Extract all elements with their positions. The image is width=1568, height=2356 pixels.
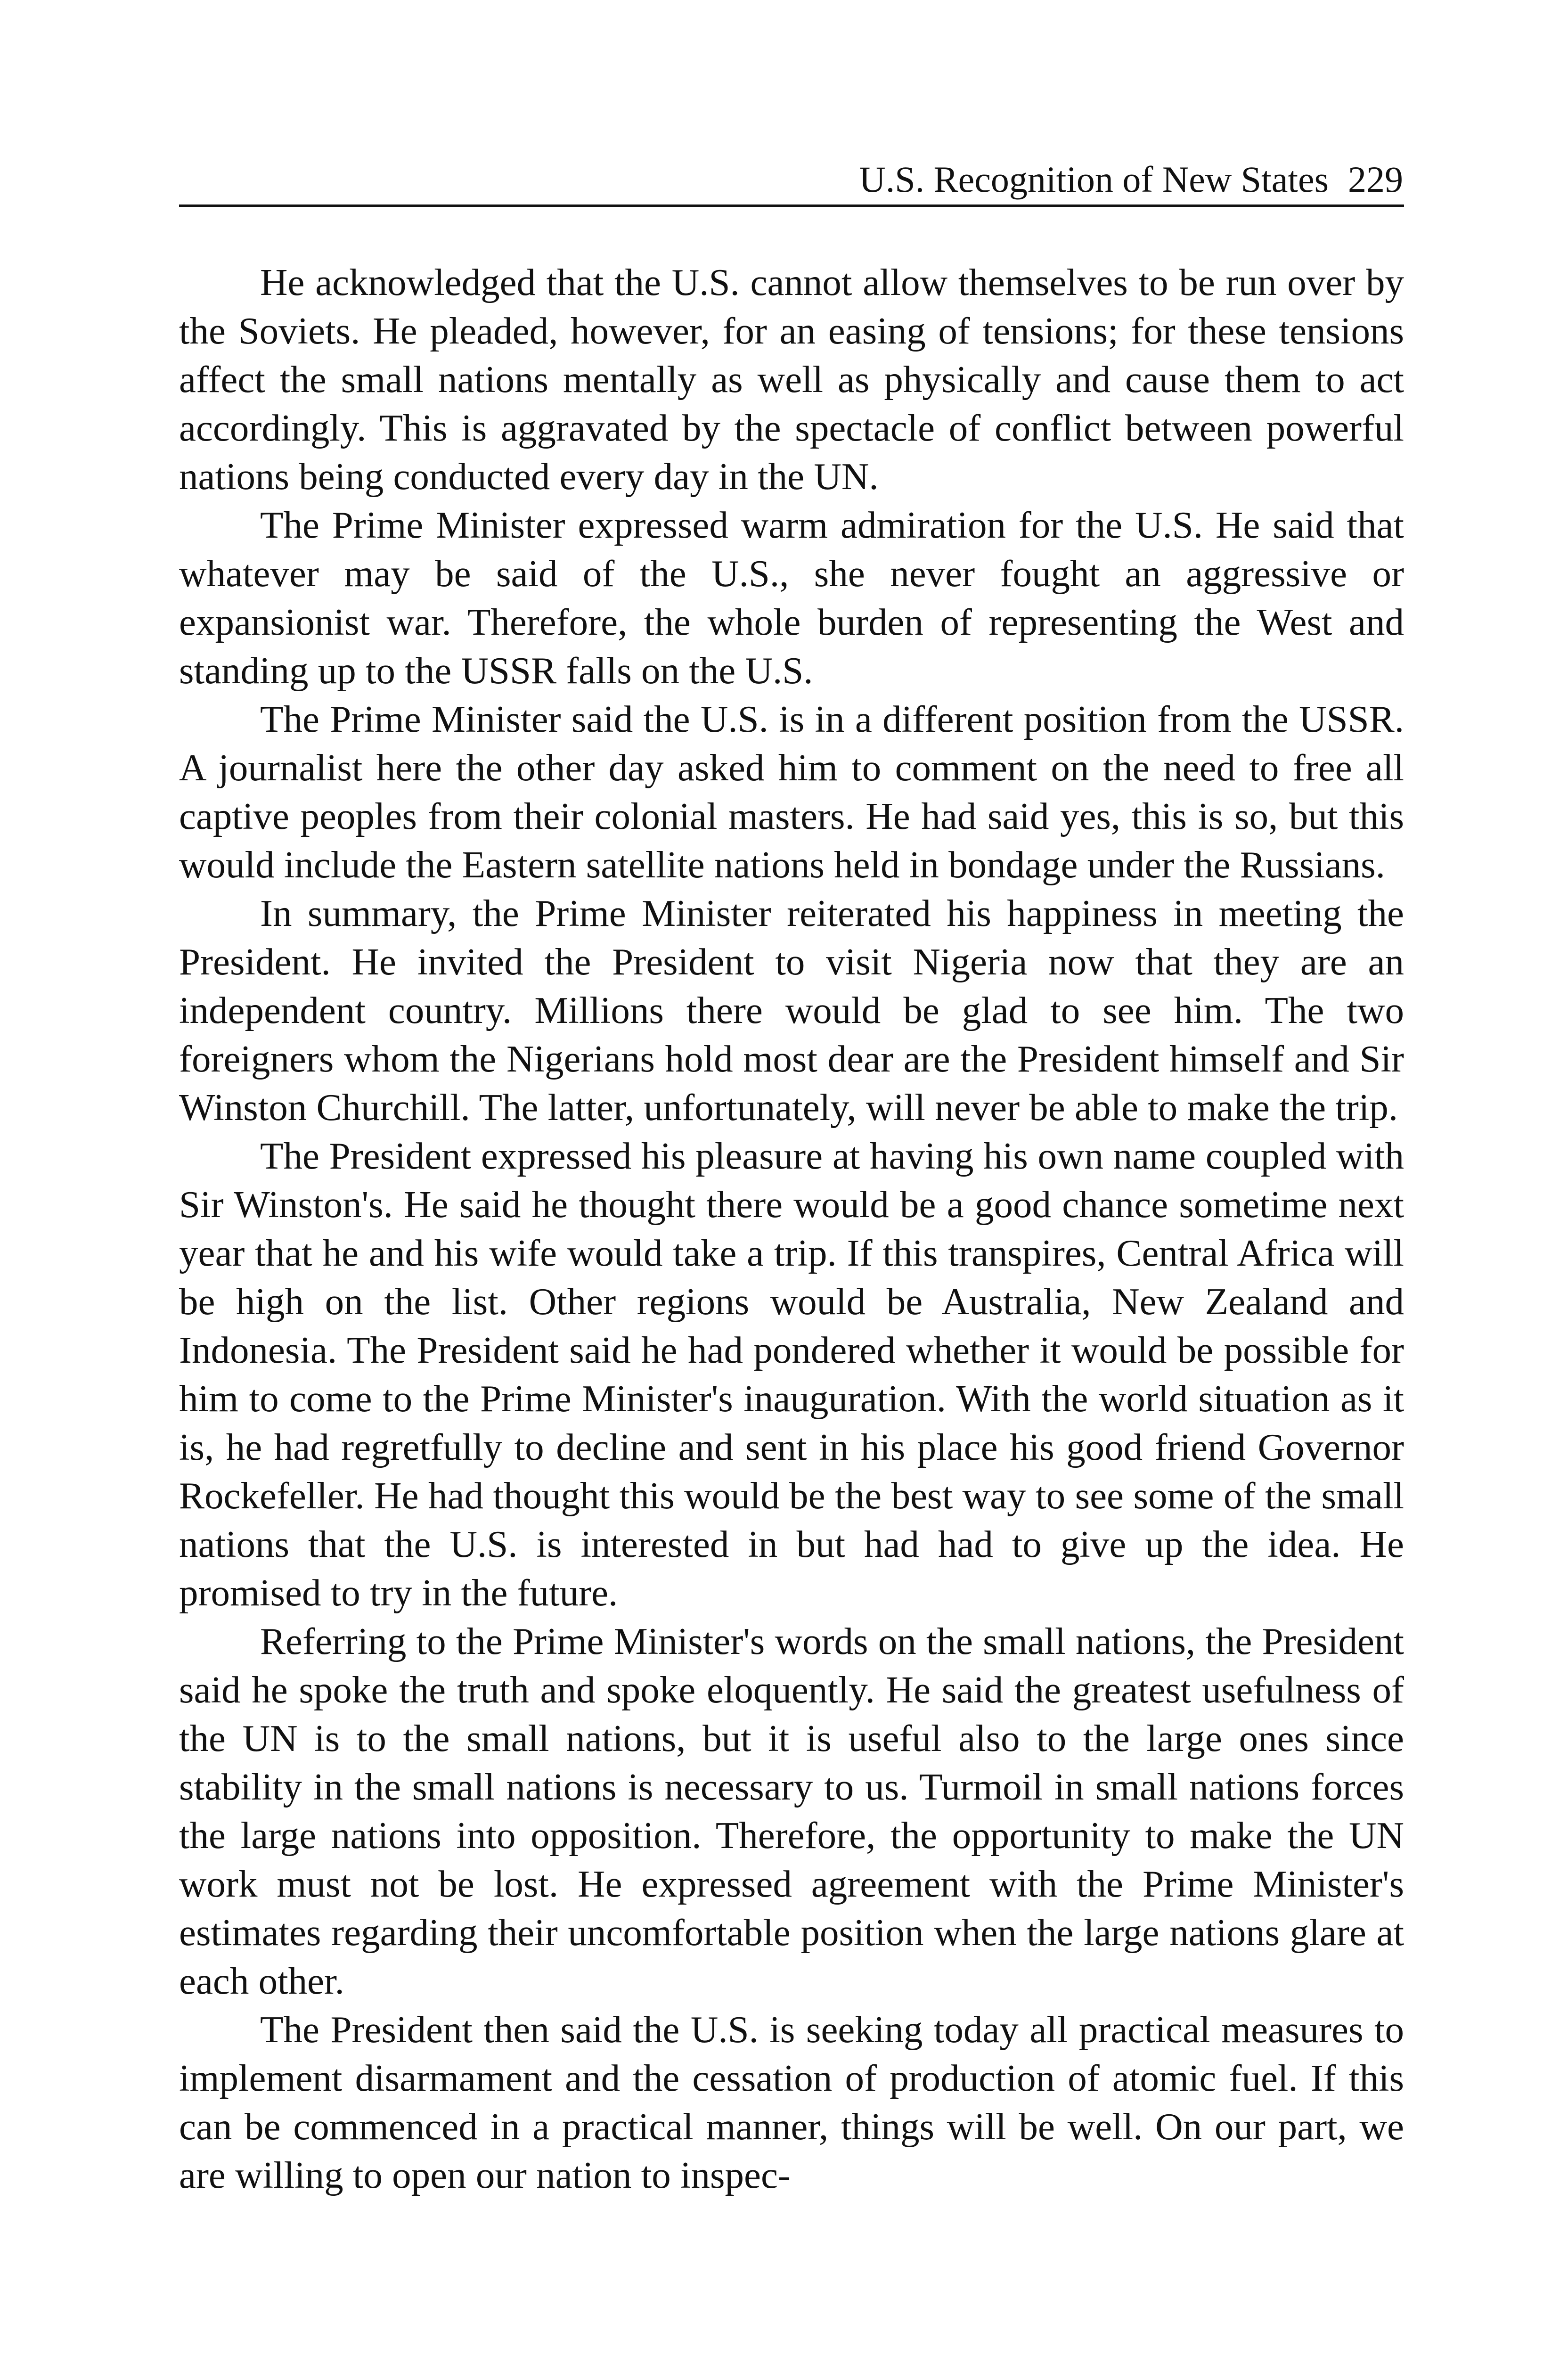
paragraph-3: The Prime Minister said the U.S. is in a different position from the USSR. A journalist here the other day asked him to comment on the need to free all captive peoples from their colonial masters. He had said yes, this is so, but this would include the Eastern satellite nations held in bondage under the Russians. (179, 698, 1404, 886)
running-header (179, 154, 1404, 205)
body-text (179, 258, 1404, 2200)
paragraph-6: Referring to the Prime Minister's words on the small nations, the President said he spoke the truth and spoke eloquently. He said the greatest usefulness of the UN is to the small nations, but it is useful also to the large ones since stability in the small nations is necessary to us. Turmoil in small nations forces the large nations into opposition. Therefore, the opportunity to make the UN work must not be lost. He expressed agreement with the Prime Minister's estimates regarding their uncomfortable position when the large nations glare at each other. (179, 1620, 1404, 2002)
paragraph-2: The Prime Minister expressed warm admiration for the U.S. He said that whatever may be said of the U.S., she never fought an aggressive or expansionist war. Therefore, the whole burden of representing the West and standing up to the USSR falls on the U.S. (179, 504, 1404, 692)
paragraph-5: The President expressed his pleasure at having his own name coupled with Sir Winston's. He said he thought there would be a good chance sometime next year that he and his wife would take a trip. If this transpires, Central Africa will be high on the list. Other regions would be Australia, New Zealand and Indonesia. The President said he had pondered whether it would be possible for him to come to the Prime Minister's inauguration. With the world situation as it is, he had regretfully to decline and sent in his place his good friend Governor Rockefeller. He had thought this would be the best way to see some of the small nations that the U.S. is interested in but had had to give up the idea. He promised to try in the future. (179, 1135, 1404, 1614)
paragraph-4: In summary, the Prime Minister reiterated his happiness in meeting the President. He invited the President to visit Nigeria now that they are an independent country. Millions there would be glad to see him. The two foreigners whom the Nigerians hold most dear are the President himself and Sir Winston Churchill. The latter, unfortunately, will never be able to make the trip. (179, 892, 1404, 1129)
page-number: 229 (1348, 159, 1403, 200)
paragraph-7: The President then said the U.S. is seeking today all practical measures to implement disarmament and the cessation of production of atomic fuel. If this can be commenced in a practical manner, things will be well. On our part, we are willing to open our nation to inspec- (179, 2008, 1404, 2196)
header-rule (179, 205, 1404, 207)
paragraph-1: He acknowledged that the U.S. cannot allow themselves to be run over by the Soviets. He pleaded, however, for an easing of tensions; for these tensions affect the small nations mentally as well as physically and cause them to act accordingly. This is aggravated by the spectacle of conflict between powerful nations being conducted every day in the UN. (179, 261, 1404, 498)
running-title: U.S. Recognition of New States (859, 159, 1329, 200)
